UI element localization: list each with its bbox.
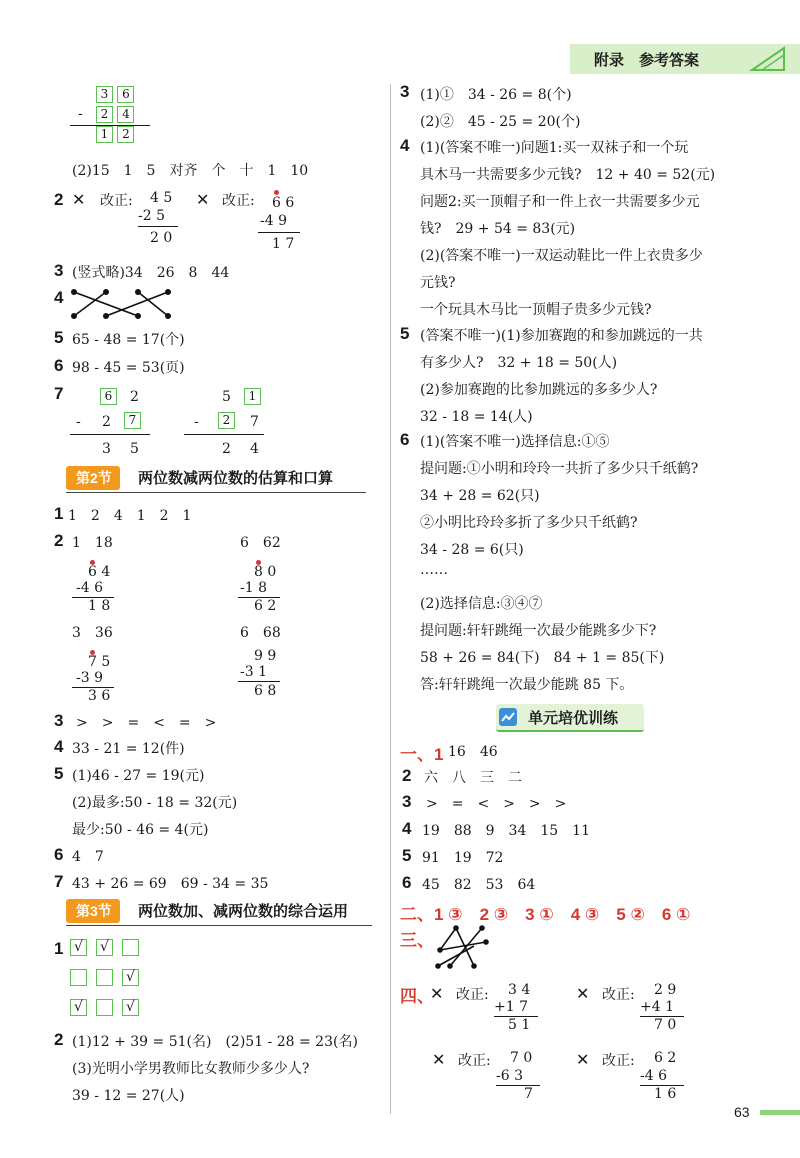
answer-line: 有多少人? 32 + 18 = 50(人) — [420, 355, 618, 371]
checkbox-checked: √ — [96, 939, 113, 956]
answer-line: (1)(答案不唯一)问题1:买一双袜子和一个玩 — [420, 140, 689, 156]
trend-chart-icon — [498, 707, 518, 727]
vertical-calc: 3 6 — [88, 688, 111, 704]
vertical-calc: 1 7 — [272, 236, 295, 252]
answer-line: 39 - 12 = 27(人) — [72, 1088, 185, 1104]
checkbox-checked: √ — [70, 999, 87, 1016]
answer-line: 提问题:①小明和玲玲一共折了多少只千纸鹤? — [420, 461, 699, 477]
unit-title: 单元培优训练 — [528, 710, 619, 727]
answer-line: 二、1 ③ 2 ③ 3 ① 4 ③ 5 ② 6 ① — [400, 905, 691, 924]
column-divider — [390, 84, 391, 1114]
vertical-calc: 7 — [524, 1086, 533, 1102]
answer-line: 元钱? — [420, 275, 456, 291]
answer-line: 33 - 21 = 12(件) — [72, 741, 185, 757]
vertical-calc: 2 9 — [654, 982, 677, 998]
q-number: 2 — [54, 1030, 64, 1049]
vertical-calc: 6 6 — [272, 195, 295, 211]
answer-line: 16 46 — [448, 744, 498, 760]
vertical-calc: +1 7 — [494, 999, 528, 1015]
q-number: 5 — [402, 846, 412, 865]
answer-line: 6 68 — [240, 625, 281, 641]
vertical-calc: -4 9 — [260, 213, 287, 229]
answer-box: 1 — [244, 388, 261, 405]
wrong-mark-icon: ✕ — [576, 1050, 590, 1069]
q-number: 6 — [54, 845, 64, 864]
q-number: 2 — [54, 531, 64, 550]
q-number: 6 — [400, 430, 410, 449]
answer-line: 1 2 4 1 2 1 — [68, 508, 192, 524]
section-title: 两位数加、减两位数的综合运用 — [138, 903, 349, 920]
answer-line: (答案不唯一)(1)参加赛跑的和参加跳远的一共 — [420, 328, 703, 344]
ruler-icon — [748, 46, 788, 72]
answer-line: > > = < = > — [76, 715, 217, 731]
answer-line: 32 - 18 = 14(人) — [420, 409, 533, 425]
answer-line: (2)选择信息:③④⑦ — [420, 596, 543, 612]
section-3-header — [66, 899, 372, 926]
wrong-mark-icon: ✕ — [576, 984, 590, 1003]
answer-line: (3)光明小学男教师比女教师少多少人? — [72, 1061, 310, 1077]
answer-line: (2)参加赛跑的比参加跳远的多多少人? — [420, 382, 658, 398]
q-number: 2 — [54, 190, 64, 209]
answer-line: 六 八 三 二 — [424, 770, 522, 786]
vertical-calc: 6 8 — [254, 683, 277, 699]
wrong-mark-icon: ✕ — [432, 1050, 446, 1069]
vertical-calc: 5 1 — [508, 1017, 531, 1033]
q-number: 4 — [54, 288, 64, 307]
answer-line: 3 36 — [72, 625, 113, 641]
q-number: 1 — [54, 504, 64, 523]
top-subtraction: 3 6 - 2 4 1 2 — [96, 86, 144, 146]
vertical-calc: 6 2 — [654, 1050, 677, 1066]
matching-lines — [430, 922, 490, 972]
answer-line: 34 - 28 = 6(只) — [420, 542, 524, 558]
vertical-calc: 6 4 — [88, 564, 111, 580]
vertical-calc: 7 0 — [654, 1017, 677, 1033]
answer-line: (2)② 45 - 25 = 20(个) — [420, 114, 581, 130]
q-number: 2 — [402, 766, 412, 785]
q-number: 3 — [54, 261, 64, 280]
checkbox-empty — [122, 939, 139, 956]
unit-training-header — [496, 704, 644, 732]
footer-bar — [760, 1110, 800, 1115]
answer-line: 19 88 9 34 15 11 — [422, 823, 590, 839]
q-number: 3 — [400, 82, 410, 101]
answer-line: (竖式略)34 26 8 44 — [72, 265, 230, 281]
checkbox-empty — [96, 969, 113, 986]
q-number: 7 — [54, 384, 64, 403]
page-number: 63 — [734, 1104, 750, 1120]
checkbox-empty — [70, 969, 87, 986]
vertical-calc: 9 9 — [254, 648, 277, 664]
vertical-calc: 2 0 — [150, 230, 173, 246]
answer-line: 提问题:轩轩跳绳一次最少能跳多少下? — [420, 623, 657, 639]
answer-line: (1)① 34 - 26 = 8(个) — [420, 87, 572, 103]
vertical-calc: -4 6 — [76, 580, 103, 596]
vertical-calc: 1 6 — [654, 1086, 677, 1102]
matching-lines — [68, 286, 178, 322]
checkbox-checked: √ — [122, 969, 139, 986]
answer-line: 91 19 72 — [422, 850, 504, 866]
q-number: 5 — [54, 328, 64, 347]
answer-line: 最少:50 - 46 = 4(元) — [72, 822, 209, 838]
section-badge: 第2节 — [66, 466, 120, 490]
answer-line: (1)(答案不唯一)选择信息:①⑤ — [420, 434, 610, 450]
vertical-calc: -4 6 — [640, 1068, 667, 1084]
answer-line: 一个玩具木马比一顶帽子贵多少元钱? — [420, 302, 652, 318]
answer-line: (1)46 - 27 = 19(元) — [72, 768, 205, 784]
q-number: 一、1 — [400, 745, 444, 764]
q-number: 6 — [54, 356, 64, 375]
vertical-calc: 7 0 — [510, 1050, 533, 1066]
q-number: 6 — [402, 873, 412, 892]
q-number: 1 — [54, 939, 64, 958]
q-number: 3 — [54, 711, 64, 730]
answer-line: 问题2:买一顶帽子和一件上衣一共需要多少元 — [420, 194, 700, 210]
answer-line: 1 18 — [72, 535, 113, 551]
label: 改正: — [458, 1053, 491, 1069]
q-number: 四、 — [400, 987, 434, 1006]
checkbox-empty — [96, 999, 113, 1016]
digit: 7 — [250, 414, 259, 430]
answer-box: 6 — [100, 388, 117, 405]
digit: 2 — [102, 414, 111, 430]
answer-line: 具木马一共需要多少元钱? 12 + 40 = 52(元) — [420, 167, 716, 183]
answer-line: (2)15 1 5 对齐 个 十 1 10 — [72, 163, 309, 179]
answer-line: 6 62 — [240, 535, 281, 551]
checkbox-checked: √ — [122, 999, 139, 1016]
digit: 5 — [222, 389, 231, 405]
vertical-calc: 7 5 — [88, 654, 111, 670]
vertical-calc: 4 5 — [150, 190, 173, 206]
answer-line: 钱? 29 + 54 = 83(元) — [420, 221, 576, 237]
operator: - — [194, 414, 199, 430]
q-number: 5 — [54, 764, 64, 783]
label: 改正: — [456, 987, 489, 1003]
operator: - — [76, 414, 81, 430]
wrong-mark-icon: ✕ — [196, 190, 210, 209]
vertical-calc: 1 8 — [88, 598, 111, 614]
vertical-calc: -6 3 — [496, 1068, 523, 1084]
q-number: 4 — [402, 819, 412, 838]
answer-line: ②小明比玲玲多折了多少只千纸鹤? — [420, 515, 638, 531]
label: 改正: — [602, 1053, 635, 1069]
answer-box: 2 — [218, 412, 235, 429]
answer-line: > = < > > > — [426, 796, 567, 812]
answer-line: 43 + 26 = 69 69 - 34 = 35 — [72, 876, 269, 892]
digit: 4 — [250, 441, 259, 457]
answer-line: 98 - 45 = 53(页) — [72, 360, 185, 376]
answer-line: 4 7 — [72, 849, 104, 865]
q-number: 7 — [54, 872, 64, 891]
section-2-header — [66, 466, 366, 493]
header-title: 附录 参考答案 — [594, 52, 700, 69]
section-badge: 第3节 — [66, 899, 120, 923]
answer-line: (2)(答案不唯一)一双运动鞋比一件上衣贵多少 — [420, 248, 703, 264]
digit: 2 — [222, 441, 231, 457]
answer-line: (2)最多:50 - 18 = 32(元) — [72, 795, 238, 811]
wrong-mark-icon: ✕ — [72, 190, 86, 209]
digit: 5 — [130, 441, 139, 457]
page-header — [570, 44, 800, 74]
vertical-calc: 8 0 — [254, 564, 277, 580]
answer-box: 7 — [124, 412, 141, 429]
vertical-calc: -1 8 — [240, 580, 267, 596]
vertical-calc: 3 4 — [508, 982, 531, 998]
q-number: 4 — [54, 737, 64, 756]
vertical-calc: 6 2 — [254, 598, 277, 614]
answer-line: 45 82 53 64 — [422, 877, 536, 893]
digit: 2 — [130, 389, 139, 405]
checkbox-checked: √ — [70, 939, 87, 956]
q-number: 4 — [400, 136, 410, 155]
label: 改正: — [100, 193, 133, 209]
vertical-calc: -3 1 — [240, 664, 267, 680]
answer-line: 34 + 28 = 62(只) — [420, 488, 540, 504]
section-title: 两位数减两位数的估算和口算 — [138, 470, 334, 487]
answer-line: 答:轩轩跳绳一次最少能跳 85 下。 — [420, 677, 634, 693]
vertical-calc: -3 9 — [76, 670, 103, 686]
digit: 3 — [102, 441, 111, 457]
q-number: 5 — [400, 324, 410, 343]
label: 改正: — [222, 193, 255, 209]
vertical-calc: +4 1 — [640, 999, 674, 1015]
q-number: 三、 — [400, 931, 434, 950]
answer-line: 65 - 48 = 17(个) — [72, 332, 185, 348]
q-number: 3 — [402, 792, 412, 811]
label: 改正: — [602, 987, 635, 1003]
answer-line: …… — [420, 562, 448, 578]
answer-line: 58 + 26 = 84(下) 84 + 1 = 85(下) — [420, 650, 665, 666]
wrong-mark-icon: ✕ — [430, 984, 444, 1003]
vertical-calc: -2 5 — [138, 208, 165, 224]
answer-line: (1)12 + 39 = 51(名) (2)51 - 28 = 23(名) — [72, 1034, 358, 1050]
